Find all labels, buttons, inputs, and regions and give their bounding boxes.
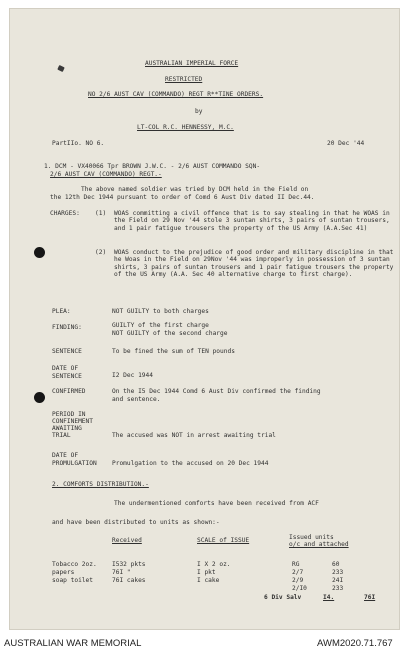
charge1-number: (1)	[95, 210, 107, 217]
section1-heading-line1: 1. DCM - VX40066 Tpr BROWN J.W.C. - 2/6 AUST COMMANDO SQN-	[44, 163, 261, 170]
date-of-sentence-value: I2 Dec 1944	[112, 372, 153, 379]
sentence-label: SENTENCE	[52, 348, 82, 355]
promulgation-value: Promulgation to the accused on 20 Dec 1944	[112, 460, 269, 467]
comfort-unit: 2/7	[292, 569, 304, 576]
archive-footer	[0, 632, 404, 653]
period-value: The accused was NOT in arrest awaiting trial	[112, 432, 276, 439]
period-label-2: CONFINEMENT	[52, 418, 93, 425]
footer-source: AUSTRALIAN WAR MEMORIAL	[4, 638, 142, 649]
charges-label: CHARGES:	[50, 210, 80, 217]
punch-hole-bottom	[34, 392, 45, 403]
charge2-number: (2)	[95, 249, 107, 256]
comfort-scale: I X 2 oz.	[197, 561, 231, 568]
confirmed-label: CONFIRMED	[52, 388, 86, 395]
col-issued-header-2: o/c and attached	[289, 541, 349, 548]
total-value: 76I	[364, 594, 376, 601]
by-line: by	[195, 108, 203, 115]
comfort-received-qty: 76I "	[112, 569, 131, 576]
footer-reference: AWM2020.71.767	[317, 638, 393, 649]
period-label-1: PERIOD IN	[52, 411, 86, 418]
comfort-issued: 24I	[332, 577, 344, 584]
comfort-unit: 2/I0	[292, 585, 307, 592]
promulgation-label-1: DATE OF	[52, 452, 79, 459]
ink-mark	[57, 65, 65, 72]
plea-label: PLEA:	[52, 308, 71, 315]
date-of-sentence-label-1: DATE OF	[52, 365, 79, 372]
comfort-issued: 233	[332, 569, 344, 576]
comfort-unit: 2/9	[292, 577, 304, 584]
document-page	[9, 8, 400, 630]
restricted-heading: RESTRICTED	[165, 76, 203, 83]
section2-intro-line2: and have been distributed to units as shown:-	[52, 519, 220, 526]
date-of-sentence-label-2: SENTENCE	[52, 373, 82, 380]
org-heading: AUSTRALIAN IMPERIAL FORCE	[145, 60, 239, 67]
section1-intro-line1: The above named soldier was tried by DCM held in the Field on	[81, 186, 309, 193]
order-date: 20 Dec '44	[327, 140, 365, 147]
total-label: 6 Div Salv	[264, 594, 302, 601]
confirmed-line1: On the I5 Dec 1944 Comd 6 Aust Div confirmed the finding	[112, 388, 321, 395]
total-unit: I4.	[323, 594, 335, 601]
period-label-3: AWAITING	[52, 425, 82, 432]
sentence-value: To be fined the sum of TEN pounds	[112, 348, 235, 355]
comfort-issued: 60	[332, 561, 340, 568]
plea-value: NOT GUILTY to both charges	[112, 308, 209, 315]
comfort-received-qty: 76I cakes	[112, 577, 146, 584]
section2-intro-line1: The undermentioned comforts have been received from ACF	[114, 500, 319, 507]
charge1-text: WOAS committing a civil offence that is to say stealing in that he WOAS in the Field on 29 Nov '44 stole 3 suntan shirts, 3 pairs of suntan trousers, and 1 pair fatigue trousers the property of the US Army (A.A.Sec 41)	[114, 210, 390, 232]
comfort-issued: 233	[332, 585, 344, 592]
confirmed-line2: and sentence.	[112, 396, 161, 403]
promulgation-label-2: PROMULGATION	[52, 460, 97, 467]
finding-label: FINDING:	[52, 324, 82, 331]
comfort-scale: I pkt	[197, 569, 216, 576]
finding-line1: GUILTY of the first charge	[112, 322, 209, 329]
comfort-unit: RG	[292, 561, 300, 568]
section1-intro-line2: the 12th Dec 1944 pursuant to order of Comd 6 Aust Div dated II Dec.44.	[50, 194, 315, 201]
finding-line2: NOT GUILTY of the second charge	[112, 330, 228, 337]
section2-heading: 2. COMFORTS DISTRIBUTION.-	[52, 481, 149, 488]
part-number: PartIIo. NO 6.	[52, 140, 105, 147]
comfort-item: soap toilet	[52, 577, 93, 584]
comfort-scale: I cake	[197, 577, 220, 584]
comfort-item: papers	[52, 569, 75, 576]
col-scale-header: SCALE of ISSUE	[197, 537, 250, 544]
col-received-header: Received	[112, 537, 142, 544]
charge2-text: WOAS conduct to the prejudice of good order and military discipline in that he Woas in the Field on 29Nov '44 was improperly in possession of 3 suntan shirts, 3 pairs of suntan trousers and 1 pair fatigue trousers the property of the US Army (A.A. Sec 40 alternative charge to first charge).	[114, 249, 394, 279]
period-label-4: TRIAL	[52, 432, 71, 439]
comfort-item: Tobacco 2oz.	[52, 561, 97, 568]
col-issued-header-1: Issued units	[289, 534, 334, 541]
section1-heading-line2: 2/6 AUST CAV (COMMANDO) REGT.-	[50, 171, 162, 178]
punch-hole-top	[34, 247, 45, 258]
orders-title: NO 2/6 AUST CAV (COMMANDO) REGT R**TINE ORDERS.	[88, 91, 264, 98]
officer-name: LT-COL R.C. HENNESSY, M.C.	[137, 124, 234, 131]
comfort-received-qty: I532 pkts	[112, 561, 146, 568]
